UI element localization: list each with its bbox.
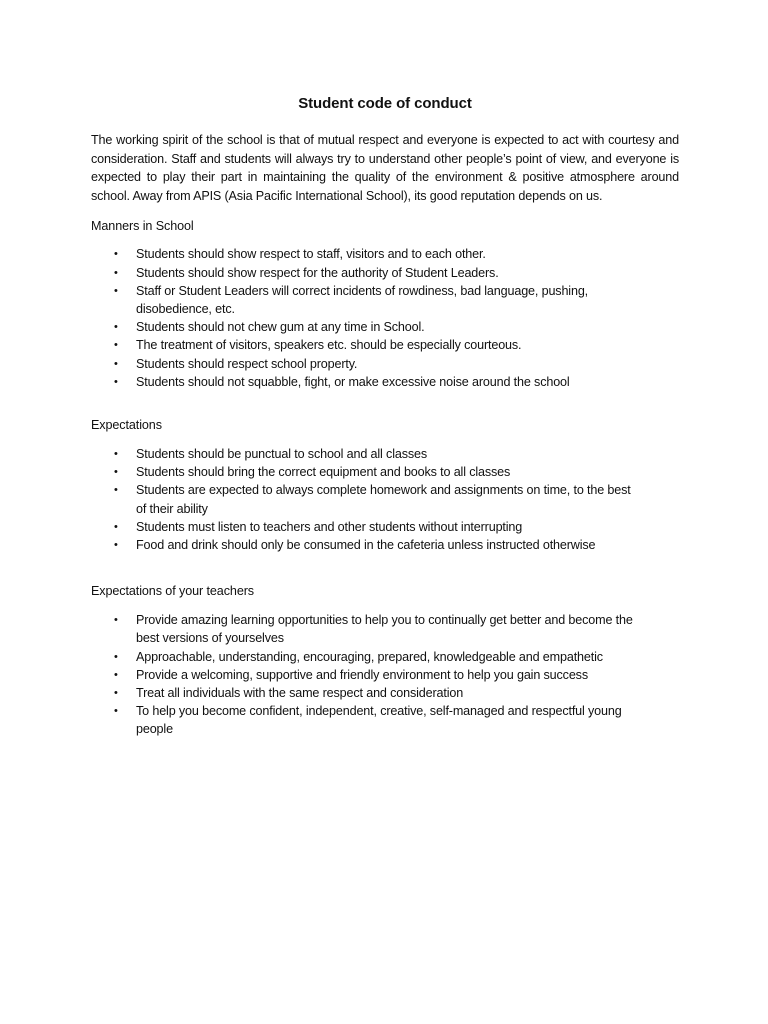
- list-item: [91, 445, 639, 463]
- bullet-icon: •: [114, 448, 118, 460]
- list-item-text: Students should bring the correct equipment and books to all classes: [136, 465, 511, 480]
- list-item-text: Staff or Student Leaders will correct incidents of rowdiness, bad language, pushing, disobedience, etc.: [136, 283, 589, 316]
- list-item-text: Students should show respect for the authority of Student Leaders.: [136, 265, 499, 280]
- bullet-icon: •: [114, 484, 118, 497]
- document-content: [91, 94, 679, 739]
- section-heading: Expectations of your teachers: [91, 584, 255, 599]
- manners-list: [91, 245, 639, 391]
- list-item: [91, 611, 639, 647]
- section-heading: Expectations: [91, 418, 162, 432]
- bullet-icon: •: [114, 321, 118, 334]
- document-title: Student code of conduct: [298, 95, 472, 112]
- bullet-icon: •: [114, 614, 118, 627]
- list-item: [91, 684, 639, 702]
- list-item-text: Students are expected to always complete homework and assignments on time, to the best of their ability: [136, 483, 631, 516]
- section-manners-in-school: [91, 217, 679, 391]
- bullet-icon: •: [114, 248, 118, 261]
- list-item: [91, 463, 639, 481]
- list-item: [91, 702, 639, 738]
- bullet-icon: •: [114, 375, 118, 388]
- list-item: [91, 518, 639, 536]
- section-expectations-of-teachers: [91, 582, 679, 738]
- bullet-icon: •: [114, 650, 118, 663]
- list-item-text: Food and drink should only be consumed in the cafeteria unless instructed otherwise: [136, 538, 596, 553]
- list-item: [91, 536, 639, 554]
- bullet-icon: •: [114, 705, 118, 718]
- section-heading: Manners in School: [91, 219, 194, 234]
- list-item: [91, 481, 639, 517]
- bullet-icon: •: [114, 687, 118, 700]
- list-item-text: The treatment of visitors, speakers etc. should be especially courteous.: [136, 338, 522, 353]
- bullet-icon: •: [114, 357, 118, 370]
- bullet-icon: •: [114, 539, 118, 552]
- teacher-expectations-list: [91, 611, 639, 738]
- bullet-icon: •: [114, 284, 118, 297]
- bullet-icon: •: [114, 520, 118, 533]
- list-item: [91, 245, 639, 263]
- list-item-text: Students should be punctual to school and all classes: [136, 447, 427, 461]
- list-item: [91, 666, 639, 684]
- list-item: [91, 282, 639, 318]
- expectations-list: [91, 445, 639, 554]
- section-expectations: [91, 416, 679, 554]
- list-item: [91, 355, 639, 373]
- list-item-text: Provide a welcoming, supportive and friendly environment to help you gain success: [136, 667, 588, 682]
- list-item-text: Students should not squabble, fight, or make excessive noise around the school: [136, 374, 570, 389]
- bullet-icon: •: [114, 668, 118, 681]
- list-item-text: Students should not chew gum at any time in School.: [136, 320, 425, 335]
- list-item: [91, 336, 639, 354]
- list-item-text: Treat all individuals with the same respect and consideration: [136, 686, 464, 701]
- list-item-text: Students must listen to teachers and other students without interrupting: [136, 519, 523, 534]
- list-item: [91, 318, 639, 336]
- list-item: [91, 648, 639, 666]
- list-item-text: Approachable, understanding, encouraging, prepared, knowledgeable and empathetic: [136, 649, 603, 664]
- list-item-text: To help you become confident, independent, creative, self-managed and respectful young people: [136, 704, 622, 737]
- intro-paragraph: The working spirit of the school is that of mutual respect and everyone is expected to act with courtesy and consideration. Staff and students will always try to understand other people’s point of view, and everyone is expected to play their part in maintaining the quality of the environment & positive atmosphere around school. Away from APIS (Asia Pacific International School), its good reputation depends on us.: [91, 133, 679, 203]
- list-item: [91, 264, 639, 282]
- list-item-text: Provide amazing learning opportunities to help you to continually get better and become the best versions of yourselves: [136, 613, 633, 646]
- bullet-icon: •: [114, 466, 118, 479]
- bullet-icon: •: [114, 339, 118, 352]
- list-item-text: Students should show respect to staff, visitors and to each other.: [136, 247, 486, 262]
- list-item: [91, 373, 639, 391]
- list-item-text: Students should respect school property.: [136, 356, 358, 371]
- bullet-icon: •: [114, 266, 118, 279]
